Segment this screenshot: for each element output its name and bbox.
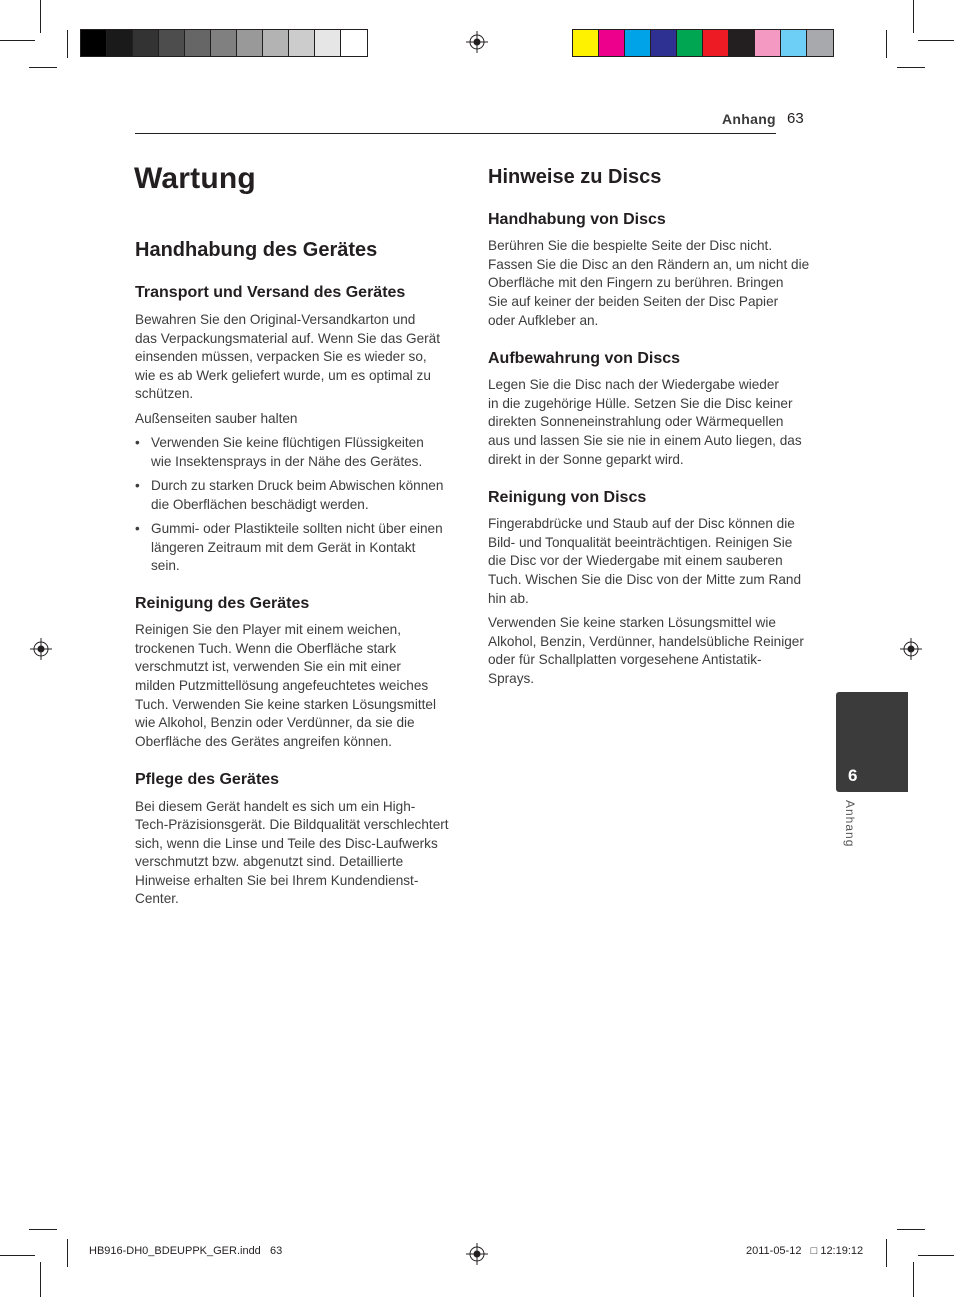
text-line: Berühren Sie die bespielte Seite der Disc nicht. (488, 238, 773, 253)
crop-mark (40, 0, 41, 33)
text-line: Oberfläche des Gerätes angreifen können. (135, 734, 392, 749)
crop-mark (897, 1229, 925, 1230)
gray-color-bar (80, 29, 368, 57)
text-line: schützen. (135, 386, 194, 401)
text-line: Bild- und Tonqualität beeinträchtigen. Reinigen Sie (488, 535, 793, 550)
text-line: Sprays. (488, 671, 535, 686)
color-swatch (651, 30, 677, 56)
text-line: die Disc vor der Wiedergabe mit einem sauberen (488, 553, 783, 568)
text-line: die Oberflächen beschädigt werden. (151, 497, 369, 512)
color-swatch (781, 30, 807, 56)
color-swatch (573, 30, 599, 56)
text-line: einsenden müssen, verpacken Sie es wieder so, (135, 349, 427, 364)
subheading-device-cleaning: Reinigung des Gerätes (135, 595, 310, 612)
text-line: verschmutzt bzw. abgenutzt sind. Detaillierte (135, 854, 404, 869)
text-line: hin ab. (488, 591, 529, 606)
crop-mark (0, 1255, 35, 1256)
subheading-disc-handling: Handhabung von Discs (488, 211, 666, 228)
crop-mark (29, 67, 57, 68)
color-swatch (729, 30, 755, 56)
text-line: Gummi- oder Plastikteile sollten nicht über einen (151, 521, 443, 536)
page-title: Wartung (134, 162, 256, 195)
crop-mark (886, 1239, 887, 1267)
registration-mark-icon (466, 31, 488, 53)
text-line: Durch zu starken Druck beim Abwischen können (151, 478, 444, 493)
color-swatch (315, 30, 341, 56)
subheading-disc-storage: Aufbewahrung von Discs (488, 350, 681, 367)
bullet-icon: • (135, 435, 140, 450)
bullet-icon: • (135, 521, 140, 536)
text-line: oder für Schallplatten vorgesehene Antistatik- (488, 652, 762, 667)
bullet-icon: • (135, 478, 140, 493)
text-line: Tuch. Verwenden Sie keine starken Lösungsmittel (135, 697, 436, 712)
registration-mark-icon (466, 1243, 488, 1265)
color-swatch (211, 30, 237, 56)
text-line: Tech-Präzisionsgerät. Die Bildqualität verschlechtert (135, 817, 449, 832)
text-line: in die zugehörige Hülle. Setzen Sie die Disc keiner (488, 396, 793, 411)
process-color-bar (572, 29, 834, 57)
color-swatch (625, 30, 651, 56)
registration-mark-icon (900, 638, 922, 660)
running-header-section: Anhang (722, 111, 776, 127)
text-line: aus und lassen Sie sie nie in einem Auto liegen, das (488, 433, 802, 448)
crop-mark (67, 30, 68, 58)
text-line: direkt in der Sonne geparkt wird. (488, 452, 684, 467)
color-swatch (703, 30, 729, 56)
text-exterior-clean: Außenseiten sauber halten (135, 411, 298, 426)
text-line: Alkohol, Benzin, Verdünner, handelsübliche Reiniger (488, 634, 804, 649)
chapter-label: Anhang (843, 800, 857, 848)
text-line: direkten Sonneneinstrahlung oder Wärmequellen (488, 414, 784, 429)
footer-file-slug: HB916-DH0_BDEUPPK_GER.indd 63 (89, 1245, 283, 1257)
text-line: trockenen Tuch. Wenn die Oberfläche stark (135, 641, 397, 656)
footer-timestamp: 2011-05-12 □ 12:19:12 (746, 1245, 864, 1257)
text-line: Hinweise erhalten Sie bei Ihrem Kundendienst- (135, 873, 419, 888)
text-line: verschmutzt ist, verwenden Sie ein mit einer (135, 659, 401, 674)
text-line: Center. (135, 891, 179, 906)
subheading-device-care: Pflege des Gerätes (135, 771, 280, 788)
text-line: Fingerabdrücke und Staub auf der Disc können die (488, 516, 795, 531)
text-line: Reinigen Sie den Player mit einem weichen, (135, 622, 401, 637)
text-line: milden Putzmittellösung angefeuchtetes weiches (135, 678, 429, 693)
header-rule (135, 133, 776, 134)
color-swatch (677, 30, 703, 56)
crop-mark (918, 1255, 954, 1256)
crop-mark (29, 1229, 57, 1230)
color-swatch (81, 30, 107, 56)
text-line: Fassen Sie die Disc an den Rändern an, um nicht die (488, 257, 810, 272)
text-line: sich, wenn die Linse und Teile des Disc-Laufwerks (135, 836, 438, 851)
subheading-disc-cleaning: Reinigung von Discs (488, 489, 647, 506)
section-heading-disc-notes: Hinweise zu Discs (488, 166, 662, 188)
crop-mark (918, 40, 954, 41)
color-swatch (185, 30, 211, 56)
crop-mark (67, 1239, 68, 1267)
text-line: Legen Sie die Disc nach der Wiedergabe wieder (488, 377, 779, 392)
registration-mark-icon (30, 638, 52, 660)
color-swatch (237, 30, 263, 56)
text-line: Verwenden Sie keine flüchtigen Flüssigkeiten (151, 435, 424, 450)
chapter-number: 6 (848, 766, 858, 785)
color-swatch (133, 30, 159, 56)
text-line: Sie auf keiner der beiden Seiten der Disc Papier (488, 294, 779, 309)
color-swatch (755, 30, 781, 56)
color-swatch (599, 30, 625, 56)
text-line: längeren Zeitraum mit dem Gerät in Kontakt (151, 540, 416, 555)
chapter-tab (836, 692, 908, 792)
text-line: das Verpackungsmaterial auf. Wenn Sie das Gerät (135, 331, 441, 346)
crop-mark (897, 67, 925, 68)
text-line: Bei diesem Gerät handelt es sich um ein High- (135, 799, 416, 814)
text-line: wie Alkohol, Benzin oder Verdünner, da sie die (135, 715, 415, 730)
text-line: oder Aufkleber an. (488, 313, 599, 328)
text-line: wie es ab Werk geliefert wurde, um es optimal zu (135, 368, 431, 383)
text-line: wie Insektensprays in der Nähe des Gerätes. (151, 454, 423, 469)
crop-mark (40, 1262, 41, 1297)
color-swatch (289, 30, 315, 56)
crop-mark (0, 40, 35, 41)
text-line: Verwenden Sie keine starken Lösungsmittel wie (488, 615, 776, 630)
text-line: Bewahren Sie den Original-Versandkarton und (135, 312, 416, 327)
crop-mark (913, 0, 914, 33)
color-swatch (807, 30, 833, 56)
text-line: Oberfläche mit den Fingern zu berühren. Bringen (488, 275, 784, 290)
color-swatch (341, 30, 367, 56)
color-swatch (107, 30, 133, 56)
crop-mark (913, 1262, 914, 1297)
text-line: Tuch. Wischen Sie die Disc von der Mitte zum Rand (488, 572, 802, 587)
crop-mark (886, 30, 887, 58)
color-swatch (263, 30, 289, 56)
page-number: 63 (787, 110, 804, 127)
subheading-transport: Transport und Versand des Gerätes (135, 284, 406, 301)
text-line: sein. (151, 558, 180, 573)
section-heading-device-handling: Handhabung des Gerätes (135, 239, 378, 261)
color-swatch (159, 30, 185, 56)
